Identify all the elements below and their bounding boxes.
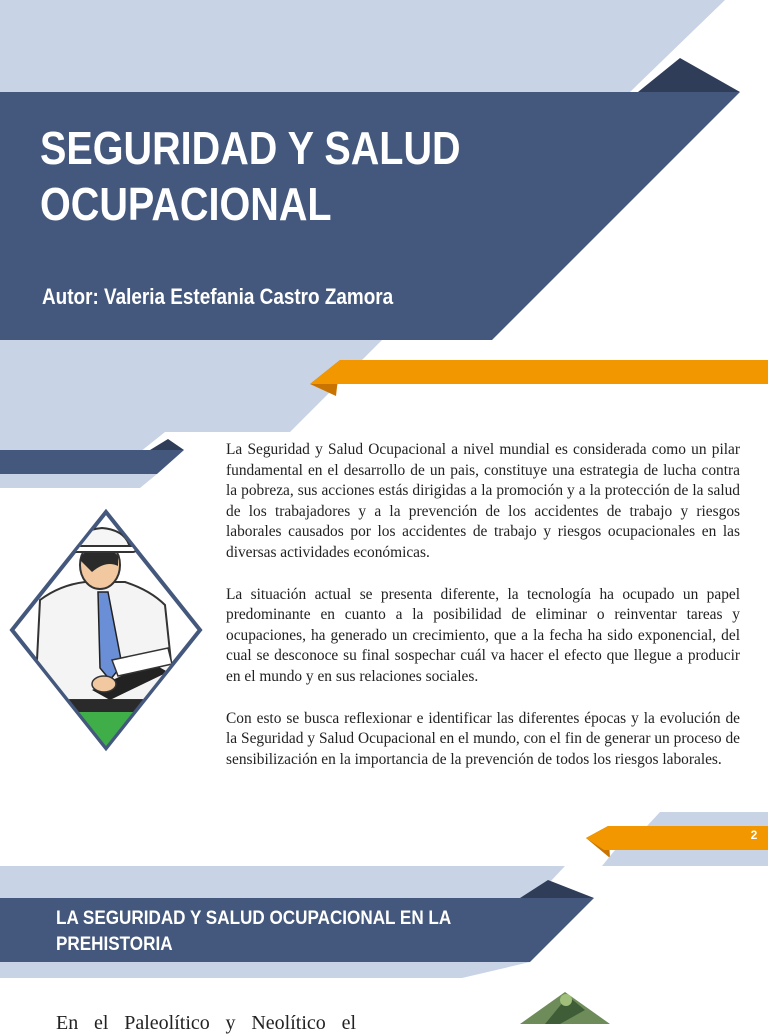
next-paragraph-start: En el Paleolítico y Neolítico el (56, 1012, 356, 1034)
author-line: Autor: Valeria Estefania Castro Zamora (42, 284, 394, 309)
page-title: SEGURIDAD Y SALUD OCUPACIONAL (40, 122, 461, 230)
paragraph: La Seguridad y Salud Ocupacional a nivel mundial es considerada como un pilar fundamental en el desarrollo de un pais, constituye una estrategia de lucha contra la pobreza, sus acciones estás dirigidas a la promoción y a la protección de la salud de los trabajadores y a la prevención de los accidentes de trabajo y riesgos laborales causados por los accidentes de trabajo y riesgos ocupacionales en las diversas actividades económicas. (226, 441, 740, 561)
section-heading: LA SEGURIDAD Y SALUD OCUPACIONAL EN LA PREHISTORIA (56, 908, 451, 955)
page-number: 2 (750, 828, 758, 842)
paragraph: Con esto se busca reflexionar e identificar las diferentes épocas y la evolución de la Seguridad y Salud Ocupacional en el mundo, con el fin de generar un proceso de sensibilización en la importancia de la prevención de todos los riesgos laborales. (226, 709, 740, 768)
paragraph: La situación actual se presenta diferente, la tecnología ha ocupado un papel predominante en cuanto a la posibilidad de eliminar o reinventar tareas y ocupaciones, ha generado un crecimiento, que a la fecha ha sido exponencial, del cual se desconoce su final sospechar cuál va hacer el efecto que llegue a producir en el mundo y en sus relaciones sociales. (226, 585, 740, 685)
body-text (226, 440, 740, 791)
